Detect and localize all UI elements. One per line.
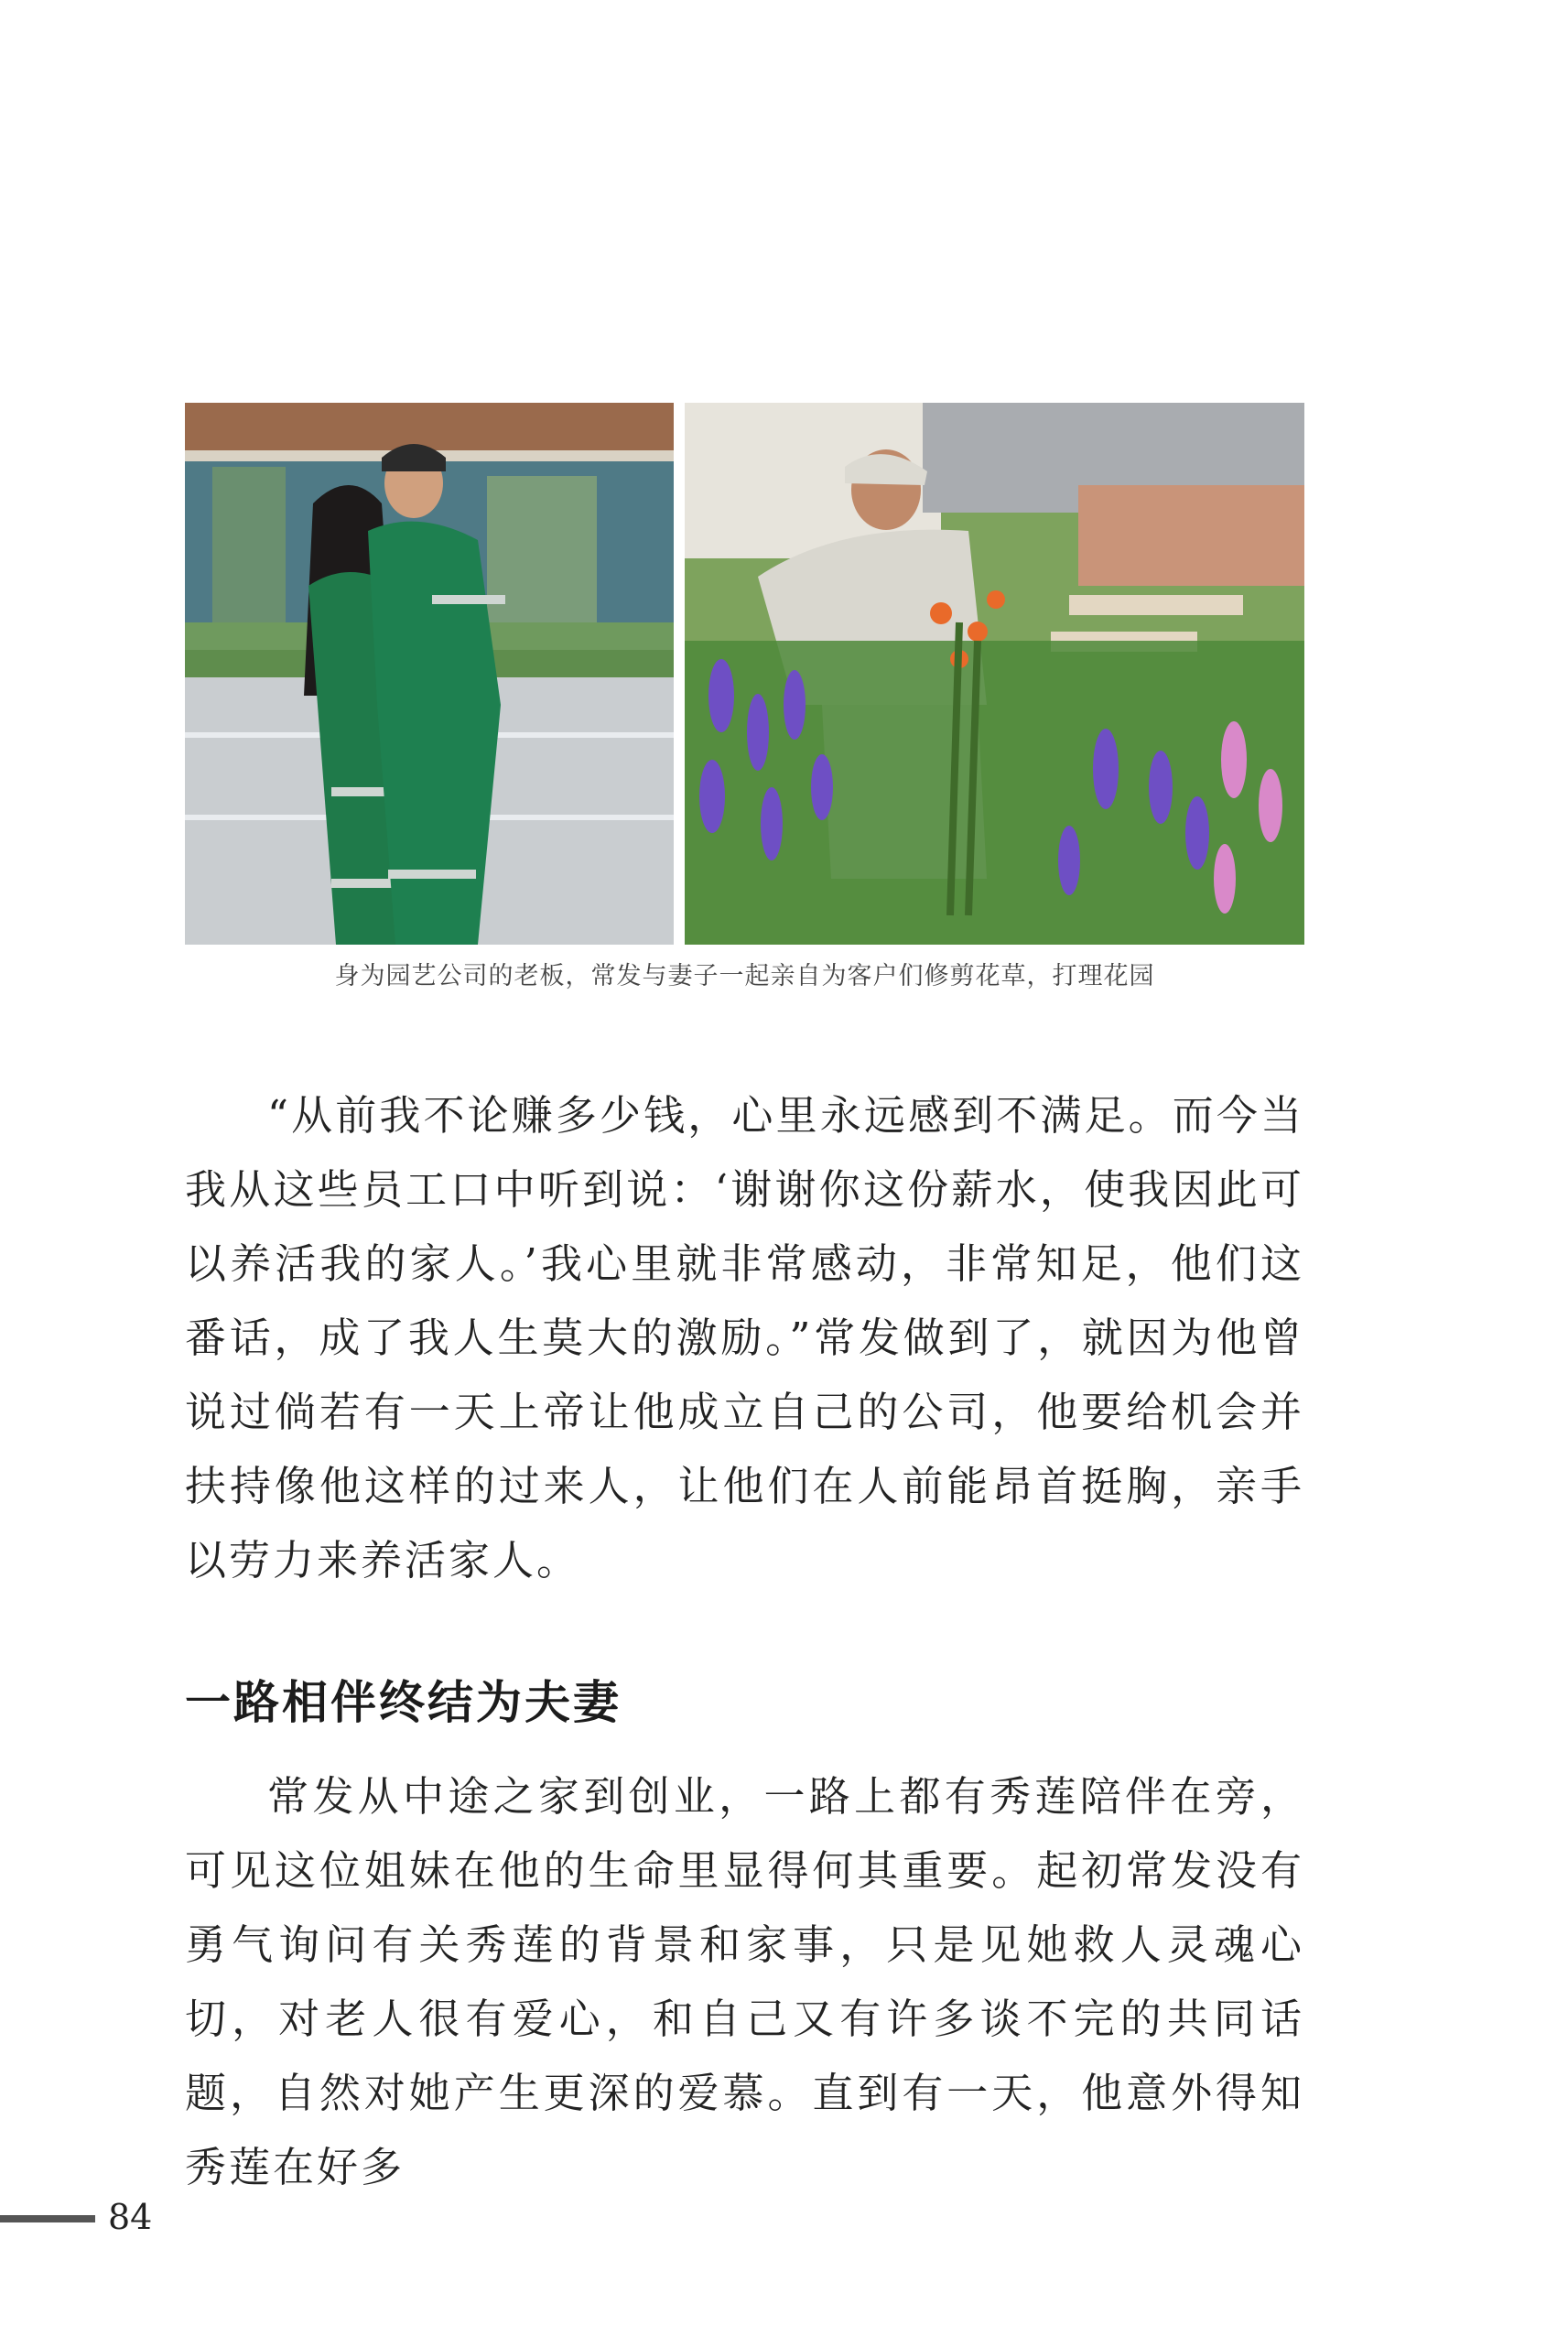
photo-man-pruning-flowers <box>685 403 1304 945</box>
body-paragraph-2 <box>185 1759 1304 2204</box>
page-number: 84 <box>108 2197 153 2237</box>
gardening-photo-illustration <box>685 403 1304 945</box>
photo-caption: 身为园艺公司的老板，常发与妻子一起亲自为客户们修剪花草，打理花园 <box>334 962 1155 990</box>
paragraph-text: 常发从中途之家到创业，一路上都有秀莲陪伴在旁，可见这位姐妹在他的生命里显得何其重要。起初常发没有勇气询问有关秀莲的背景和家事，只是见她救人灵魂心切，对老人很有爱心，和自己又有许多谈不完的共同话题，自然对她产生更深的爱慕。直到有一天，他意外得知秀莲在好多 <box>185 1772 1304 2191</box>
page-number-rule <box>0 2215 95 2222</box>
paragraph-text: “从前我不论赚多少钱，心里永远感到不满足。而今当我从这些员工口中听到说：‘谢谢你这份薪水，使我因此可以养活我的家人。’我心里就非常感动，非常知足，他们这番话，成了我人生莫大的激励。”常发做到了，就因为他曾说过倘若有一天上帝让他成立自己的公司，他要给机会并扶持像他这样的过来人，让他们在人前能昂首挺胸，亲手以劳力来养活家人。 <box>185 1091 1304 1584</box>
couple-photo-illustration <box>185 403 674 945</box>
section-heading: 一路相伴终结为夫妻 <box>185 1676 622 1729</box>
body-paragraph-1 <box>185 1078 1304 1597</box>
photo-couple-in-green-coveralls <box>185 403 674 945</box>
